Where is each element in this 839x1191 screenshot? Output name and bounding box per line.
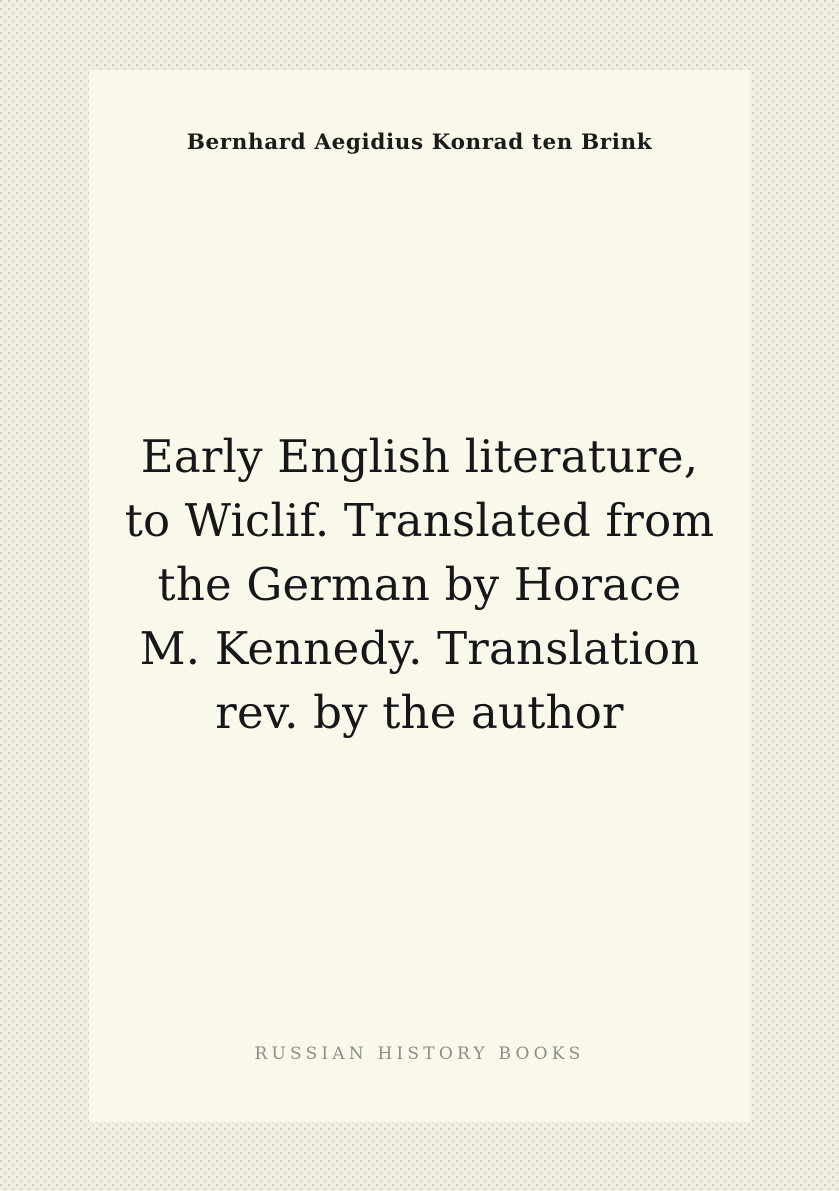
cover-panel	[89, 70, 750, 1122]
book-title: Early English literature, to Wiclif. Translated from the German by Horace M. Kennedy. Translation rev. by the author	[124, 430, 715, 739]
publisher-name: RUSSIAN HISTORY BOOKS	[254, 1044, 585, 1064]
author-name: Bernhard Aegidius Konrad ten Brink	[186, 130, 653, 155]
